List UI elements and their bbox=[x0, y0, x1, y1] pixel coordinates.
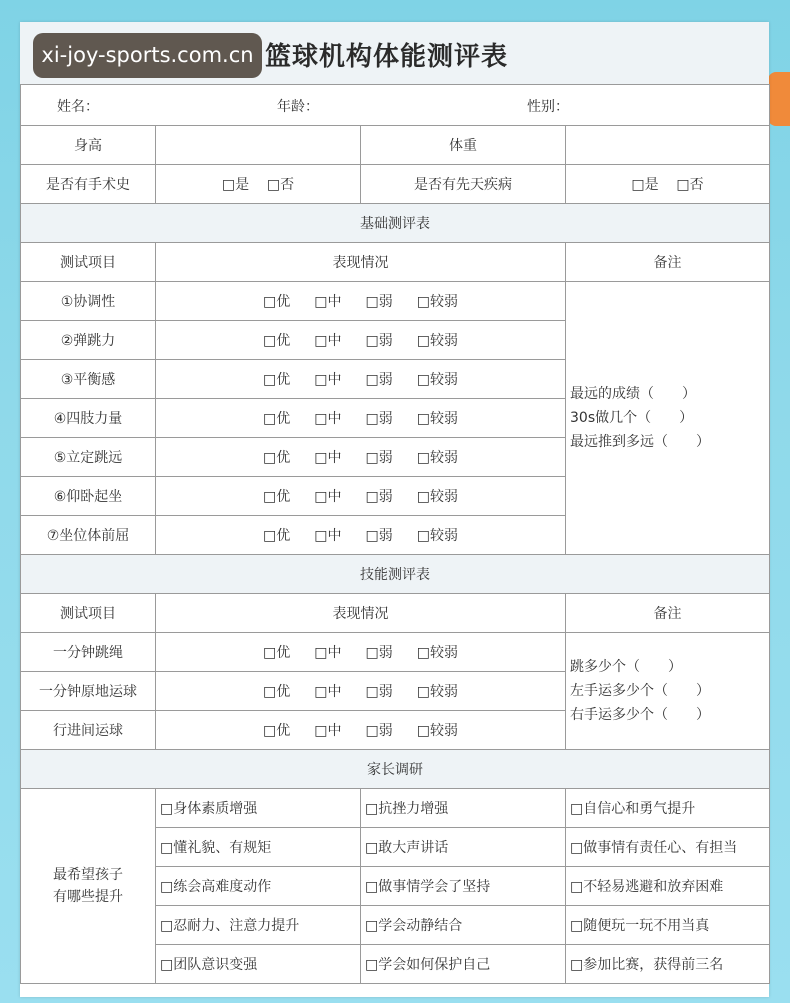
congenital-no-checkbox[interactable]: □否 bbox=[676, 177, 704, 193]
skill-header-performance: 表现情况 bbox=[156, 594, 566, 633]
parent-option-checkbox[interactable]: □做事情学会了坚持 bbox=[361, 867, 566, 906]
skill-item-option-checkbox[interactable]: □弱 bbox=[365, 645, 393, 661]
basic-item-option-checkbox[interactable]: □较弱 bbox=[416, 489, 458, 505]
skill-item-option-checkbox[interactable]: □较弱 bbox=[416, 723, 458, 739]
skill-item-options bbox=[156, 672, 566, 711]
skill-remark-line: 右手运多少个（ ） bbox=[570, 707, 710, 723]
basic-item-options bbox=[156, 516, 566, 555]
skill-item-option-checkbox[interactable]: □弱 bbox=[365, 684, 393, 700]
basic-item-option-checkbox[interactable]: □中 bbox=[314, 294, 342, 310]
basic-remark-cell bbox=[566, 282, 770, 555]
age-label: 年龄： bbox=[277, 99, 319, 115]
parent-option-checkbox[interactable]: □敢大声讲话 bbox=[361, 828, 566, 867]
parent-row bbox=[21, 789, 770, 828]
basic-item-option-checkbox[interactable]: □优 bbox=[263, 450, 291, 466]
skill-item-label: 一分钟原地运球 bbox=[21, 672, 156, 711]
basic-item-label: ②弹跳力 bbox=[21, 321, 156, 360]
skill-remark-line: 左手运多少个（ ） bbox=[570, 683, 710, 699]
skill-item-option-checkbox[interactable]: □优 bbox=[263, 684, 291, 700]
basic-item-option-checkbox[interactable]: □弱 bbox=[365, 294, 393, 310]
basic-item-option-checkbox[interactable]: □较弱 bbox=[416, 528, 458, 544]
basic-remark-line: 最远推到多远（ ） bbox=[570, 434, 710, 450]
height-label: 身高 bbox=[21, 126, 156, 165]
surgery-yes-checkbox[interactable]: □是 bbox=[221, 177, 250, 193]
parent-question-line: 有哪些提升 bbox=[53, 889, 123, 905]
skill-item-options bbox=[156, 711, 566, 750]
basic-header-item: 测试项目 bbox=[21, 243, 156, 282]
parent-option-checkbox[interactable]: □自信心和勇气提升 bbox=[566, 789, 770, 828]
skill-row bbox=[21, 633, 770, 672]
basic-item-options bbox=[156, 321, 566, 360]
evaluation-table bbox=[20, 84, 770, 984]
gender-label: 性别： bbox=[527, 99, 569, 115]
skill-item-options bbox=[156, 633, 566, 672]
skill-item-label: 行进间运球 bbox=[21, 711, 156, 750]
basic-item-option-checkbox[interactable]: □较弱 bbox=[416, 294, 458, 310]
basic-item-option-checkbox[interactable]: □优 bbox=[263, 489, 291, 505]
basic-item-option-checkbox[interactable]: □中 bbox=[314, 528, 342, 544]
basic-item-option-checkbox[interactable]: □中 bbox=[314, 372, 342, 388]
parent-option-checkbox[interactable]: □随便玩一玩不用当真 bbox=[566, 906, 770, 945]
parent-option-checkbox[interactable]: □团队意识变强 bbox=[156, 945, 361, 984]
section-skill-title: 技能测评表 bbox=[21, 555, 770, 594]
parent-option-checkbox[interactable]: □身体素质增强 bbox=[156, 789, 361, 828]
skill-header-item: 测试项目 bbox=[21, 594, 156, 633]
basic-item-label: ⑥仰卧起坐 bbox=[21, 477, 156, 516]
skill-item-option-checkbox[interactable]: □中 bbox=[314, 684, 342, 700]
basic-item-options bbox=[156, 282, 566, 321]
basic-item-label: ⑦坐位体前屈 bbox=[21, 516, 156, 555]
basic-item-option-checkbox[interactable]: □中 bbox=[314, 489, 342, 505]
student-info-row bbox=[21, 85, 770, 126]
congenital-yes-checkbox[interactable]: □是 bbox=[631, 177, 659, 193]
basic-item-option-checkbox[interactable]: □弱 bbox=[365, 489, 393, 505]
basic-item-option-checkbox[interactable]: □较弱 bbox=[416, 450, 458, 466]
parent-option-checkbox[interactable]: □参加比赛，获得前三名 bbox=[566, 945, 770, 984]
evaluation-sheet bbox=[20, 22, 769, 997]
weight-label: 体重 bbox=[361, 126, 566, 165]
basic-item-option-checkbox[interactable]: □弱 bbox=[365, 450, 393, 466]
parent-question bbox=[21, 789, 156, 984]
basic-item-option-checkbox[interactable]: □中 bbox=[314, 333, 342, 349]
watermark: xi-joy-sports.com.cn bbox=[33, 33, 262, 78]
parent-option-checkbox[interactable]: □做事情有责任心、有担当 bbox=[566, 828, 770, 867]
basic-item-options bbox=[156, 477, 566, 516]
basic-item-option-checkbox[interactable]: □优 bbox=[263, 411, 291, 427]
basic-item-option-checkbox[interactable]: □优 bbox=[263, 528, 291, 544]
skill-remark-cell bbox=[566, 633, 770, 750]
parent-option-checkbox[interactable]: □练会高难度动作 bbox=[156, 867, 361, 906]
basic-row bbox=[21, 282, 770, 321]
surgery-label: 是否有手术史 bbox=[21, 165, 156, 204]
skill-item-option-checkbox[interactable]: □较弱 bbox=[416, 684, 458, 700]
basic-remark-line: 最远的成绩（ ） bbox=[570, 386, 696, 402]
basic-item-option-checkbox[interactable]: □弱 bbox=[365, 372, 393, 388]
skill-item-label: 一分钟跳绳 bbox=[21, 633, 156, 672]
basic-item-label: ①协调性 bbox=[21, 282, 156, 321]
page-title: 篮球机构体能测评表 bbox=[265, 42, 509, 72]
section-basic-title: 基础测评表 bbox=[21, 204, 770, 243]
parent-option-checkbox[interactable]: □忍耐力、注意力提升 bbox=[156, 906, 361, 945]
congenital-options bbox=[566, 165, 770, 204]
basic-item-label: ⑤立定跳远 bbox=[21, 438, 156, 477]
basic-remark-line: 30s做几个（ ） bbox=[570, 410, 694, 426]
parent-option-checkbox[interactable]: □学会动静结合 bbox=[361, 906, 566, 945]
basic-item-option-checkbox[interactable]: □弱 bbox=[365, 333, 393, 349]
parent-option-checkbox[interactable]: □懂礼貌、有规矩 bbox=[156, 828, 361, 867]
basic-header-performance: 表现情况 bbox=[156, 243, 566, 282]
basic-item-option-checkbox[interactable]: □弱 bbox=[365, 411, 393, 427]
basic-item-options bbox=[156, 399, 566, 438]
name-label: 姓名： bbox=[57, 99, 99, 115]
parent-option-checkbox[interactable]: □学会如何保护自己 bbox=[361, 945, 566, 984]
basic-item-option-checkbox[interactable]: □优 bbox=[263, 294, 291, 310]
skill-item-option-checkbox[interactable]: □优 bbox=[263, 723, 291, 739]
basic-item-options bbox=[156, 438, 566, 477]
skill-item-option-checkbox[interactable]: □中 bbox=[314, 645, 342, 661]
basic-item-options bbox=[156, 360, 566, 399]
parent-option-checkbox[interactable]: □抗挫力增强 bbox=[361, 789, 566, 828]
skill-item-option-checkbox[interactable]: □优 bbox=[263, 645, 291, 661]
congenital-label: 是否有先天疾病 bbox=[361, 165, 566, 204]
side-tab bbox=[768, 72, 790, 126]
basic-item-option-checkbox[interactable]: □优 bbox=[263, 372, 291, 388]
surgery-options bbox=[156, 165, 361, 204]
basic-item-option-checkbox[interactable]: □较弱 bbox=[416, 333, 458, 349]
skill-item-option-checkbox[interactable]: □中 bbox=[314, 723, 342, 739]
surgery-no-checkbox[interactable]: □否 bbox=[266, 177, 295, 193]
weight-field[interactable] bbox=[566, 126, 770, 165]
skill-remark-line: 跳多少个（ ） bbox=[570, 659, 682, 675]
basic-item-option-checkbox[interactable]: □较弱 bbox=[416, 372, 458, 388]
basic-item-option-checkbox[interactable]: □弱 bbox=[365, 528, 393, 544]
section-parent-title: 家长调研 bbox=[21, 750, 770, 789]
parent-question-line: 最希望孩子 bbox=[53, 867, 123, 883]
basic-item-option-checkbox[interactable]: □优 bbox=[263, 333, 291, 349]
parent-option-checkbox[interactable]: □不轻易逃避和放弃困难 bbox=[566, 867, 770, 906]
height-field[interactable] bbox=[156, 126, 361, 165]
skill-header-remark: 备注 bbox=[566, 594, 770, 633]
skill-item-option-checkbox[interactable]: □弱 bbox=[365, 723, 393, 739]
basic-item-option-checkbox[interactable]: □中 bbox=[314, 450, 342, 466]
basic-header-remark: 备注 bbox=[566, 243, 770, 282]
basic-item-label: ④四肢力量 bbox=[21, 399, 156, 438]
basic-item-label: ③平衡感 bbox=[21, 360, 156, 399]
basic-item-option-checkbox[interactable]: □较弱 bbox=[416, 411, 458, 427]
skill-item-option-checkbox[interactable]: □较弱 bbox=[416, 645, 458, 661]
basic-item-option-checkbox[interactable]: □中 bbox=[314, 411, 342, 427]
